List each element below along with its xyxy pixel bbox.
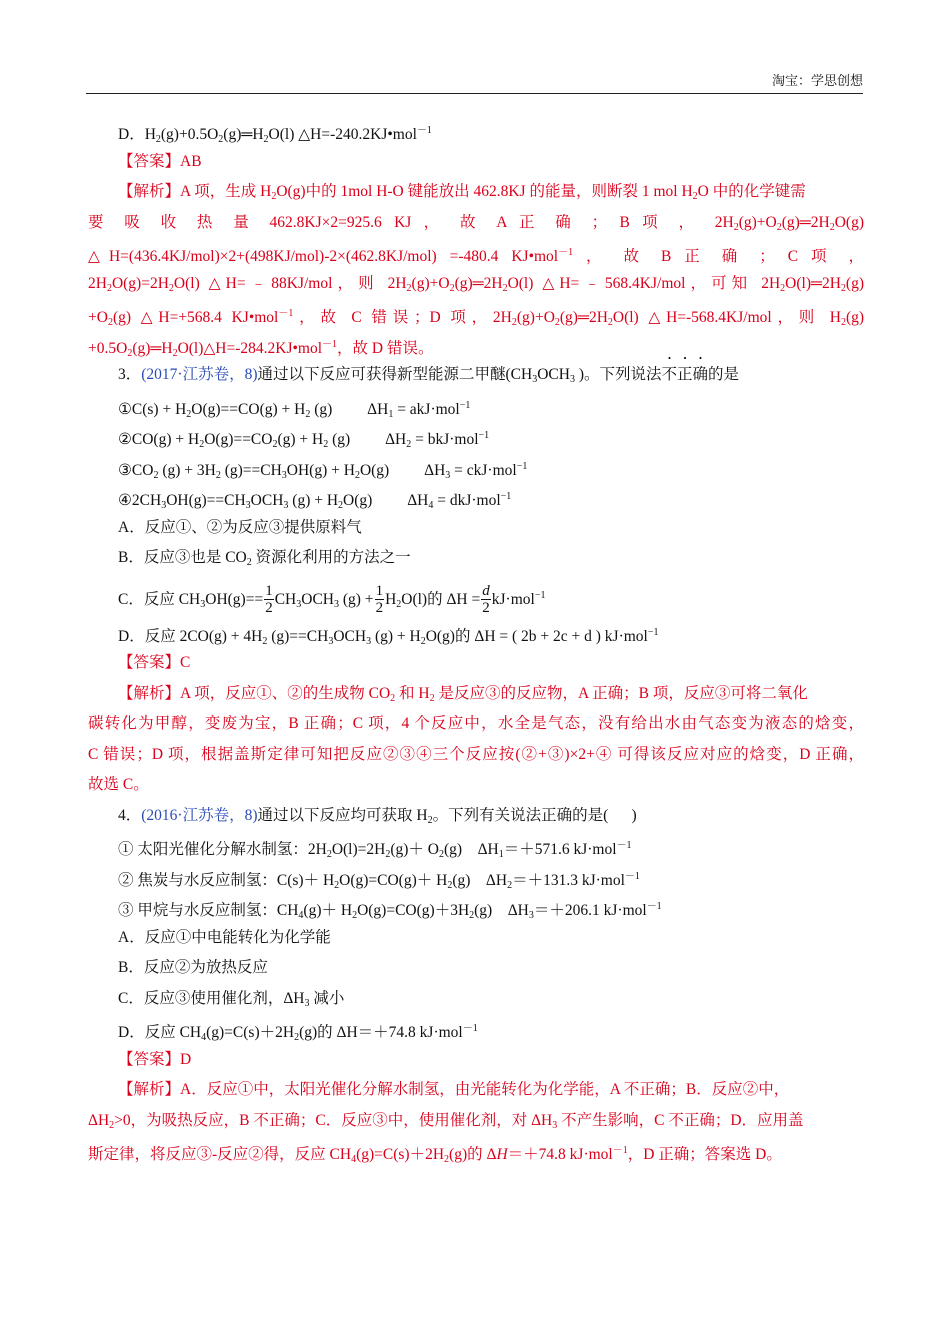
q3-analysis-line-4: 故选 C。	[88, 776, 149, 793]
q3-analysis-line-2: 碳转化为甲醇，变废为宝，B 正确；C 项，4 个反应中，水全是气态，没有给出水由气态变为液态的焓变，	[88, 715, 864, 732]
q4-source: (2016·江苏卷，8)	[141, 806, 258, 824]
q4-analysis-line-2: $\Delta H_2>0$，为吸热反应，B 不正确；C．反应③中，使用催化剂，对 $\Delta H_3$ 不产生影响，C 不正确；D．应用盖	[88, 1111, 804, 1131]
q3-option-c: C．反应 $CH_3OH(g)==$ $\frac{1}{2}$ $CH_3OCH_3$ (g) + $\frac{1}{2}$ $H_2O(l)$的 ΔH = $\frac{d}{2}$ kJ·mol$^{-1}$	[118, 583, 546, 617]
q3-source: (2017·江苏卷，8)	[141, 366, 258, 383]
answer-tag: 【答案】	[118, 1050, 181, 1068]
emphasis-dot-char: 确	[692, 366, 709, 383]
fraction-one-half: $\frac{1}{2}$	[265, 583, 273, 617]
q4-answer	[88, 1045, 864, 1076]
page-header	[86, 70, 863, 94]
q3-reaction-3: $③CO_2$ $(g) + 3H_2$ $(g)==CH_3OH(g) + H_2O(g)$ $\Delta H_3 = ckJ\cdot mol^{-1}$	[118, 460, 528, 481]
q3-option-a: A．反应①、②为反应③提供原料气	[118, 518, 362, 536]
answer-value: AB	[180, 152, 202, 170]
q4-analysis-line-1: 【解析】A．反应①中，太阳光催化分解水制氢，由光能转化为化学能，A 不正确；B．反应②中，	[118, 1081, 790, 1098]
q4-option-c: C．反应③使用催化剂，$\Delta H_3$ 减小	[118, 989, 345, 1009]
q3-stem: 3．(2017·江苏卷，8)通过以下反应可获得新型能源二甲醚($CH_3OCH_3$ )。下列说法不正确的是	[118, 366, 740, 385]
analysis-tag: 【解析】	[118, 684, 181, 702]
analysis-tag: 【解析】	[118, 1081, 181, 1098]
fraction-one-half: $\frac{1}{2}$	[375, 583, 384, 617]
answer-tag: 【答案】	[118, 654, 181, 671]
q3-answer	[88, 648, 864, 679]
q4-option-b: B．反应②为放热反应	[118, 959, 268, 976]
q3-number: 3．	[118, 366, 142, 383]
q3-option-b: B．反应③也是 $CO_2$ 资源化利用的方法之一	[118, 549, 411, 568]
header-text: 淘宝：学思创想	[771, 74, 863, 89]
answer-tag: 【答案】	[118, 152, 181, 170]
q3-analysis-line-1: 【解析】A 项，反应①、②的生成物 $CO_2$ 和 $H_2$ 是反应③的反应物，A 正确；B 项，反应③可将二氧化	[118, 684, 808, 704]
document-body	[88, 116, 864, 1167]
q4-analysis-line-3: 斯定律，将反应③-反应②得，反应 $CH_4(g)=C(s)+2H_2(g)$的 ΔH＝＋74.8 kJ·mol$^{-1}$，D 正确；答案选 D。	[88, 1145, 782, 1165]
q3-option-d: D．反应 $2CO(g) + 4H_2$ $(g)==CH_3OCH_3$ $(g) + H_2O(g)$的 ΔH = ( 2b + 2c + d ) kJ·mol$^{-1}$	[118, 626, 659, 647]
q2-answer	[88, 147, 864, 178]
q4-reaction-2: ② 焦炭与水反应制氢：$C(s)+ H_2O(g)=CO(g)+ H_2(g)$ $\Delta H_2=+131.3$ kJ·mol$^{-1}$	[118, 870, 640, 891]
q3-reaction-1: ①C(s) + $H_2O(g)==CO(g) + H_2$ (g) $\Delta H_1 = akJ\cdot mol^{-1}$	[118, 399, 471, 420]
q4-option-d: D．反应 $CH_4(g)=C(s)+2H_2(g)$的 ΔH＝＋74.8 kJ·mol$^{-1}$	[118, 1023, 478, 1043]
analysis-tag: 【解析】	[118, 183, 181, 200]
emphasis-dot-char: 不	[661, 366, 678, 383]
q2-analysis-line-4: $2H_2O(g)=2H_2O(l)$ △H=﹣88KJ/mol，则 $2H_2(g)+O_2(g)═2H_2O(l)$ △H=﹣568.4KJ/mol，可知 $2H_2O(l)═2H_2(g)$	[88, 274, 864, 294]
answer-value: C	[180, 654, 191, 671]
q3-reaction-4: $④2CH_3OH(g)==CH_3OCH_3$ $(g) + H_2O(g)$ $\Delta H_4 = dkJ\cdot mol^{-1}$	[118, 491, 512, 511]
q2-analysis-line-6: $+0.5O_2(g)═H_2O(l)\triangle H=-284.2KJ•mol^{-1}$，故 D 错误。	[88, 338, 434, 359]
q4-stem: 4．(2016·江苏卷，8)通过以下反应均可获取 $H_2$。下列有关说法正确的是( )	[118, 806, 637, 826]
answer-value: D	[180, 1050, 192, 1068]
q4-reaction-3: ③ 甲烷与水反应制氢：$CH_4(g)+ H_2O(g)=CO(g)+3H_2(g)$ $\Delta H_3=+206.1$ kJ·mol$^{-1}$	[118, 901, 662, 921]
q2-analysis-line-1: 【解析】A 项，生成 $H_2O(g)$中的 1mol H-O 键能放出 462.8KJ 的能量，则断裂 1 mol $H_2O$ 中的化学键需	[118, 183, 806, 202]
fraction-d-half: $\frac{d}{2}$	[482, 583, 490, 617]
q2-analysis-line-3: △H=(436.4KJ/mol)×2+(498KJ/mol)-2×(462.8KJ/mol) =-480.4 KJ•mol$^{-1}$ ， 故 B 正 确 ； C 项 ，	[88, 247, 864, 265]
q2-analysis-line-5: $+O_2(g)$ △H=+568.4 KJ•mol$^{-1}$，故 C 错误；D 项，$2H_2(g)+O_2(g)═2H_2O(l)$ △H=-568.4KJ/mol，则 $H_2(g)$	[88, 308, 865, 328]
q4-number: 4．	[118, 806, 142, 824]
emphasis-dot-char: 正	[677, 366, 693, 383]
q4-reaction-1: ① 太阳光催化分解水制氢：$2H_2O(l)=2H_2(g)+ O_2(g)$ $\Delta H_1=+571.6$ kJ·mol$^{-1}$	[118, 840, 632, 860]
q2-analysis-line-2: 要 吸 收 热 量 462.8KJ×2=925.6 KJ ， 故 A 正 确 ； B 项 ， $2H_2(g)+O_2(g)═2H_2O(g)$	[88, 213, 864, 233]
q3-analysis-line-3: C 错误；D 项，根据盖斯定律可知把反应②③④三个反应按(②+③)×2+④ 可得该反应对应的焓变，D 正确，	[88, 745, 864, 763]
q3-reaction-2: ②CO(g) + $H_2O(g)==CO_2(g) + H_2$ (g) $\Delta H_2 = bkJ\cdot mol^{-1}$	[118, 430, 490, 450]
q2-option-d: D．$H_2(g)+0.5O_2(g)═H_2O(l)$ △H=-240.2KJ•mol$^{-1}$	[118, 125, 432, 145]
q4-option-a: A．反应①中电能转化为化学能	[118, 928, 331, 946]
